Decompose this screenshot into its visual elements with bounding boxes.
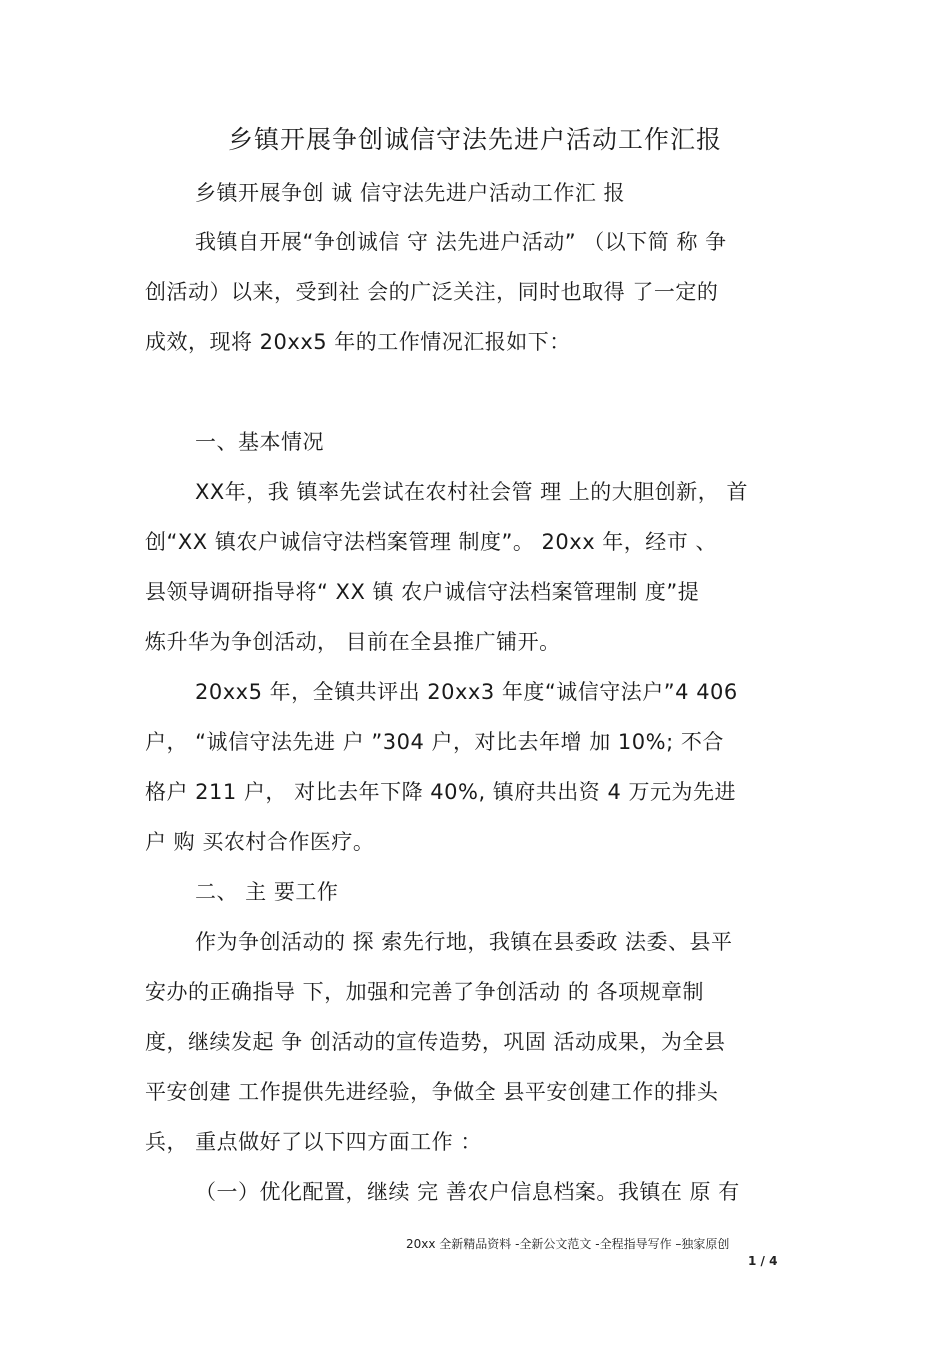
paragraph-line: 度，继续发起 争 创活动的宣传造势，巩固 活动成果，为全县 [145,1030,726,1054]
paragraph-line: 县领导调研指导将“ XX 镇 农户诚信守法档案管理制 度”提 [145,580,700,604]
paragraph-line: 创“XX 镇农户诚信守法档案管理 制度”。 20xx 年，经市 、 [145,530,717,554]
paragraph-line: 平安创建 工作提供先进经验，争做全 县平安创建工作的排头 [145,1080,719,1104]
document-title: 乡镇开展争创诚信守法先进户活动工作汇报 [227,125,722,154]
subtitle-line: 乡镇开展争创 诚 信守法先进户活动工作汇 报 [195,181,626,205]
paragraph-line: 我镇自开展“争创诚信 守 法先进户活动” （以下简 称 争 [195,230,727,254]
paragraph-line: 成效，现将 20xx5 年的工作情况汇报如下： [145,330,571,354]
paragraph-line: 户 购 买农村合作医疗。 [145,830,375,854]
page-number: 1 / 4 [748,1254,778,1268]
paragraph-line: XX年，我 镇率先尝试在农村社会管 理 上的大胆创新， 首 [195,480,748,504]
paragraph-line: 格户 211 户， 对比去年下降 40%, 镇府共出资 4 万元为先进 [145,780,737,804]
section-heading-basic: 一、基本情况 [195,430,324,454]
footer-text: 20xx 全新精品资料 -全新公文范文 -全程指导写作 –独家原创 [406,1237,730,1251]
paragraph-line: 创活动）以来，受到社 会的广泛关注，同时也取得 了一定的 [145,280,719,304]
paragraph-line: 作为争创活动的 探 索先行地，我镇在县委政 法委、县平 [195,930,733,954]
paragraph-line: 安办的正确指导 下，加强和完善了争创活动 的 各项规章制 [145,980,705,1004]
section-heading-main-work: 二、 主 要工作 [195,880,339,904]
paragraph-line: 20xx5 年，全镇共评出 20xx3 年度“诚信守法户”4 406 [195,680,738,704]
paragraph-line: 炼升华为争创活动， 目前在全县推广铺开。 [145,630,561,654]
subsection-heading-line: （一）优化配置，继续 完 善农户信息档案。我镇在 原 有 [195,1180,740,1204]
paragraph-line: 兵， 重点做好了以下四方面工作 ： [145,1130,482,1154]
paragraph-line: 户， “诚信守法先进 户 ”304 户，对比去年增 加 10%; 不合 [145,730,724,754]
